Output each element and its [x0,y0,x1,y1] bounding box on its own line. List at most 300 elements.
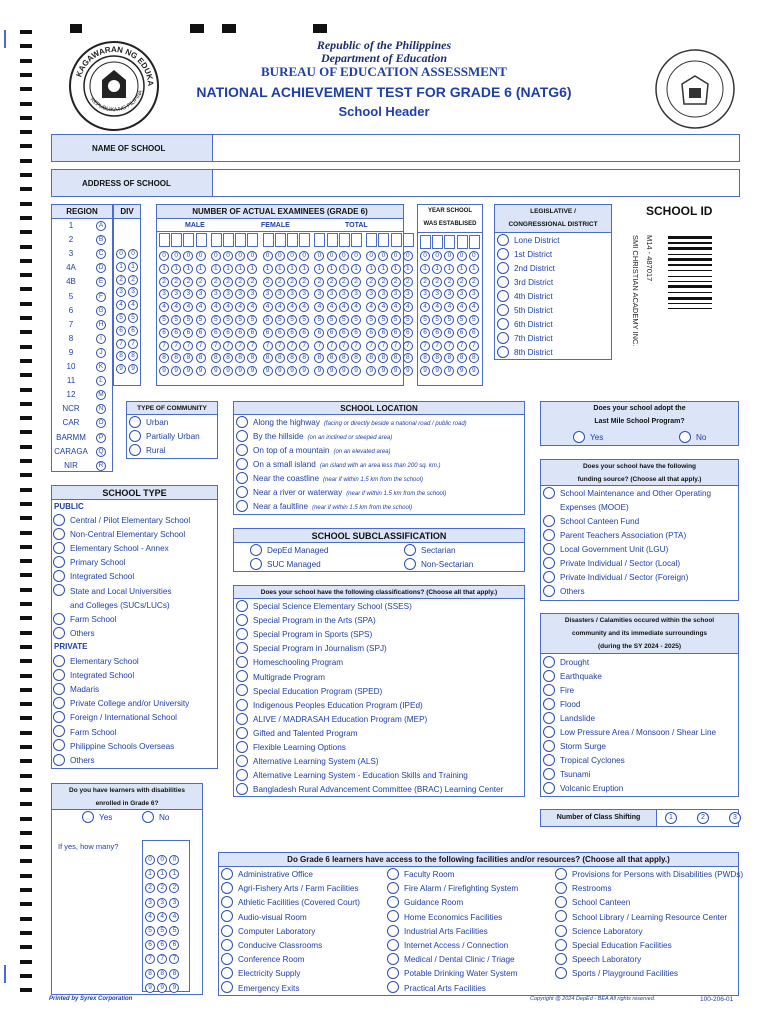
examinee-bubble[interactable]: 6 [378,328,388,338]
region-option[interactable] [52,416,112,430]
school-type-option[interactable] [53,684,99,696]
facility-option[interactable] [221,968,300,980]
region-option[interactable] [52,290,112,304]
subclass-suc[interactable]: SUC Managed [250,559,321,571]
classification-option-bubble[interactable] [236,614,248,626]
region-option[interactable] [52,402,112,416]
how-many-bubble[interactable]: 1 [157,869,167,879]
examinee-bubble[interactable]: 8 [223,353,233,363]
year-bubble[interactable]: 6 [432,328,442,338]
examinee-bubble[interactable]: 7 [183,341,193,351]
school-type-bubble[interactable] [53,711,65,723]
region-bubble[interactable]: I [96,334,106,344]
div-bubble[interactable]: 2 [116,275,126,285]
examinee-bubble[interactable]: 8 [171,353,181,363]
classification-option[interactable] [236,686,382,698]
year-bubble[interactable]: 7 [457,341,467,351]
examinee-bubble[interactable]: 2 [263,277,273,287]
examinee-bubble[interactable]: 5 [299,315,309,325]
region-option[interactable] [52,261,112,275]
funding-option[interactable] [543,516,639,528]
school-type-option[interactable] [53,741,174,753]
disabilities-no[interactable]: No [142,812,169,824]
examinee-bubble[interactable]: 3 [159,289,169,299]
examinee-bubble[interactable]: 3 [223,289,233,299]
year-bubble[interactable]: 1 [432,264,442,274]
funding-option-bubble[interactable] [543,585,555,597]
div-bubble[interactable]: 1 [128,262,138,272]
school-type-bubble[interactable] [53,725,65,737]
disaster-option-bubble[interactable] [543,782,555,794]
funding-option[interactable] [543,488,711,500]
year-bubble[interactable]: 6 [457,328,467,338]
year-bubble[interactable]: 6 [444,328,454,338]
location-option-bubble[interactable] [236,430,248,442]
examinee-bubble[interactable]: 5 [183,315,193,325]
examinee-bubble[interactable]: 8 [159,353,169,363]
examinee-bubble[interactable]: 8 [263,353,273,363]
examinee-bubble[interactable]: 5 [339,315,349,325]
facility-option-bubble[interactable] [387,981,399,993]
div-bubble[interactable]: 3 [128,287,138,297]
examinee-bubble[interactable]: 5 [314,315,324,325]
examinee-bubble[interactable]: 1 [275,264,285,274]
school-type-bubble[interactable] [53,570,65,582]
region-bubble[interactable]: G [96,306,106,316]
examinee-bubble[interactable]: 1 [391,264,401,274]
examinee-bubble[interactable]: 2 [247,277,257,287]
div-bubble[interactable]: 7 [128,339,138,349]
funding-option[interactable] [543,530,686,542]
examinee-bubble[interactable]: 9 [339,366,349,376]
how-many-bubble[interactable]: 3 [169,898,179,908]
examinee-bubble[interactable]: 3 [351,289,361,299]
examinee-bubble[interactable]: 3 [327,289,337,299]
how-many-bubble[interactable]: 7 [169,954,179,964]
facility-option-bubble[interactable] [387,868,399,880]
examinee-bubble[interactable]: 3 [287,289,297,299]
funding-option[interactable] [543,558,680,570]
year-bubble[interactable]: 1 [420,264,430,274]
funding-option[interactable] [543,544,668,556]
year-bubble[interactable]: 5 [432,315,442,325]
school-type-bubble[interactable] [53,697,65,709]
examinee-bubble[interactable]: 1 [339,264,349,274]
school-type-option[interactable] [53,586,172,598]
how-many-bubble[interactable]: 2 [169,883,179,893]
school-type-option[interactable] [53,515,190,527]
facility-option-bubble[interactable] [221,953,233,965]
examinee-bubble[interactable]: 4 [247,302,257,312]
facility-option[interactable] [387,940,508,952]
district-option-bubble[interactable] [497,346,509,358]
year-bubble[interactable]: 7 [469,341,479,351]
funding-option-bubble[interactable] [543,529,555,541]
examinee-bubble[interactable]: 5 [223,315,233,325]
facility-option-bubble[interactable] [555,882,567,894]
div-bubble[interactable]: 6 [116,326,126,336]
how-many-bubble[interactable]: 9 [157,983,167,993]
examinee-bubble[interactable]: 0 [159,251,169,261]
facility-option-bubble[interactable] [555,868,567,880]
year-bubble[interactable]: 4 [469,302,479,312]
region-option[interactable] [52,318,112,332]
year-bubble[interactable]: 0 [469,251,479,261]
examinee-bubble[interactable]: 0 [183,251,193,261]
district-option[interactable] [497,347,553,359]
how-many-bubble[interactable]: 9 [169,983,179,993]
facility-option-bubble[interactable] [221,896,233,908]
examinee-bubble[interactable]: 5 [263,315,273,325]
examinee-bubble[interactable]: 1 [263,264,273,274]
examinee-bubble[interactable]: 9 [391,366,401,376]
write-box[interactable] [275,233,286,247]
examinee-bubble[interactable]: 2 [211,277,221,287]
location-option-bubble[interactable] [236,416,248,428]
region-option[interactable] [52,247,112,261]
facility-option-bubble[interactable] [387,939,399,951]
write-box[interactable] [263,233,274,247]
year-bubble[interactable]: 8 [444,353,454,363]
facility-option[interactable] [221,926,315,938]
funding-option-bubble[interactable] [543,557,555,569]
subclass-non-sectarian[interactable]: Non-Sectarian [404,559,473,571]
examinee-bubble[interactable]: 6 [159,328,169,338]
year-bubble[interactable]: 9 [432,366,442,376]
year-bubble[interactable]: 9 [444,366,454,376]
school-type-bubble[interactable] [53,655,65,667]
location-option[interactable] [236,445,391,458]
school-type-option[interactable] [53,698,189,710]
location-option-bubble[interactable] [236,500,248,512]
school-type-bubble[interactable] [53,514,65,526]
facility-option[interactable] [387,954,515,966]
examinee-bubble[interactable]: 4 [223,302,233,312]
examinee-bubble[interactable]: 1 [287,264,297,274]
region-bubble[interactable]: F [96,292,106,302]
year-bubble[interactable]: 2 [432,277,442,287]
write-box[interactable] [378,233,389,247]
disaster-option[interactable] [543,727,716,739]
funding-option-bubble[interactable] [543,487,555,499]
examinee-bubble[interactable]: 8 [235,353,245,363]
examinee-bubble[interactable]: 6 [247,328,257,338]
how-many-bubble[interactable]: 6 [145,940,155,950]
examinee-bubble[interactable]: 4 [327,302,337,312]
examinee-bubble[interactable]: 2 [351,277,361,287]
examinee-bubble[interactable]: 3 [403,289,413,299]
disaster-option-bubble[interactable] [543,726,555,738]
how-many-bubble[interactable]: 7 [145,954,155,964]
examinee-bubble[interactable]: 2 [183,277,193,287]
write-box[interactable] [235,233,246,247]
location-option-bubble[interactable] [236,486,248,498]
examinee-bubble[interactable]: 4 [211,302,221,312]
examinee-bubble[interactable]: 0 [366,251,376,261]
disaster-option-bubble[interactable] [543,670,555,682]
district-option[interactable] [497,249,552,261]
year-bubble[interactable]: 7 [432,341,442,351]
community-option-bubble[interactable] [129,444,141,456]
district-option[interactable] [497,291,553,303]
examinee-bubble[interactable]: 6 [223,328,233,338]
examinee-bubble[interactable]: 7 [211,341,221,351]
examinee-bubble[interactable]: 7 [247,341,257,351]
year-bubble[interactable]: 4 [457,302,467,312]
region-bubble[interactable]: L [96,376,106,386]
disaster-option[interactable] [543,755,625,767]
how-many-bubble[interactable]: 5 [169,926,179,936]
district-option-bubble[interactable] [497,276,509,288]
facility-option-bubble[interactable] [555,939,567,951]
region-option[interactable] [52,233,112,247]
community-option[interactable] [129,445,166,457]
year-write-boxes[interactable] [420,235,482,249]
examinee-bubble[interactable]: 9 [299,366,309,376]
region-option[interactable] [52,275,112,289]
examinee-bubble[interactable]: 8 [287,353,297,363]
facility-option-bubble[interactable] [221,981,233,993]
examinee-bubble[interactable]: 9 [275,366,285,376]
write-box[interactable] [391,233,402,247]
how-many-bubble[interactable]: 8 [145,969,155,979]
examinee-bubble[interactable]: 0 [339,251,349,261]
examinee-bubble[interactable]: 4 [263,302,273,312]
examinee-bubble[interactable]: 8 [196,353,206,363]
div-bubble[interactable]: 5 [116,313,126,323]
facility-option[interactable] [221,897,360,909]
facility-option-bubble[interactable] [387,910,399,922]
how-many-bubble[interactable]: 8 [157,969,167,979]
examinee-bubble[interactable]: 7 [391,341,401,351]
write-box[interactable] [351,233,362,247]
examinee-bubble[interactable]: 5 [211,315,221,325]
div-bubble[interactable]: 8 [128,351,138,361]
write-box[interactable] [314,233,325,247]
examinee-bubble[interactable]: 5 [366,315,376,325]
year-bubble[interactable]: 1 [469,264,479,274]
district-option[interactable] [497,263,555,275]
facility-option[interactable] [221,869,313,881]
facility-option[interactable] [387,897,463,909]
classification-option-bubble[interactable] [236,670,248,682]
year-bubble[interactable]: 5 [420,315,430,325]
region-bubble[interactable]: E [96,277,106,287]
examinee-bubble[interactable]: 0 [287,251,297,261]
district-option[interactable] [497,333,553,345]
div-bubble[interactable]: 7 [116,339,126,349]
region-bubble[interactable]: J [96,348,106,358]
examinee-bubble[interactable]: 1 [159,264,169,274]
examinee-bubble[interactable]: 6 [314,328,324,338]
school-type-option[interactable] [53,614,116,626]
location-option[interactable] [236,459,441,472]
write-box[interactable] [159,233,170,247]
facility-option[interactable] [221,954,304,966]
examinee-bubble[interactable]: 4 [196,302,206,312]
how-many-bubble[interactable]: 7 [157,954,167,964]
year-bubble[interactable]: 3 [457,289,467,299]
examinee-bubble[interactable]: 9 [159,366,169,376]
disaster-option[interactable] [543,769,591,781]
how-many-bubble[interactable]: 5 [157,926,167,936]
school-type-option[interactable] [53,670,134,682]
location-option[interactable] [236,431,392,444]
examinee-bubble[interactable]: 1 [403,264,413,274]
region-bubble[interactable]: P [96,433,106,443]
examinee-bubble[interactable]: 0 [211,251,221,261]
examinee-bubble[interactable]: 1 [196,264,206,274]
disaster-option-bubble[interactable] [543,754,555,766]
facility-option[interactable] [555,954,641,966]
examinee-bubble[interactable]: 4 [378,302,388,312]
location-option-bubble[interactable] [236,458,248,470]
year-bubble[interactable]: 3 [469,289,479,299]
div-bubble[interactable]: 4 [116,300,126,310]
facility-option-bubble[interactable] [387,882,399,894]
div-bubble[interactable]: 5 [128,313,138,323]
school-type-bubble[interactable] [53,613,65,625]
year-bubble[interactable]: 9 [420,366,430,376]
examinee-bubble[interactable]: 7 [339,341,349,351]
classification-option[interactable] [236,657,343,669]
community-option[interactable] [129,431,200,443]
examinee-bubble[interactable]: 6 [366,328,376,338]
examinee-bubble[interactable]: 0 [247,251,257,261]
examinee-bubble[interactable]: 3 [247,289,257,299]
classification-option[interactable] [236,643,387,655]
region-option[interactable] [52,346,112,360]
year-bubble[interactable]: 4 [432,302,442,312]
community-option-bubble[interactable] [129,416,141,428]
examinee-bubble[interactable]: 1 [366,264,376,274]
examinee-bubble[interactable]: 8 [351,353,361,363]
classification-option-bubble[interactable] [236,656,248,668]
div-bubble[interactable]: 3 [116,287,126,297]
district-option[interactable] [497,277,553,289]
examinee-bubble[interactable]: 3 [339,289,349,299]
examinee-bubble[interactable]: 6 [211,328,221,338]
funding-option-bubble[interactable] [543,571,555,583]
examinee-bubble[interactable]: 1 [211,264,221,274]
facility-option-bubble[interactable] [221,925,233,937]
school-type-option[interactable] [53,656,139,668]
examinee-bubble[interactable]: 4 [366,302,376,312]
class-shifting-bubble[interactable]: 2 [697,812,709,824]
examinee-bubble[interactable]: 1 [327,264,337,274]
facility-option-bubble[interactable] [221,939,233,951]
examinee-bubble[interactable]: 9 [263,366,273,376]
examinee-bubble[interactable]: 4 [171,302,181,312]
examinee-bubble[interactable]: 6 [351,328,361,338]
subclass-deped[interactable]: DepEd Managed [250,545,328,557]
year-bubble[interactable]: 5 [457,315,467,325]
examinee-bubble[interactable]: 0 [171,251,181,261]
examinee-bubble[interactable]: 4 [275,302,285,312]
classification-option[interactable] [236,742,346,754]
funding-option[interactable] [543,586,585,598]
examinee-bubble[interactable]: 4 [339,302,349,312]
examinee-bubble[interactable]: 0 [314,251,324,261]
facility-option-bubble[interactable] [221,967,233,979]
school-type-bubble[interactable] [53,542,65,554]
examinee-bubble[interactable]: 8 [211,353,221,363]
school-type-option[interactable] [53,628,95,640]
examinee-bubble[interactable]: 7 [171,341,181,351]
classification-option-bubble[interactable] [236,769,248,781]
examinee-bubble[interactable]: 2 [299,277,309,287]
school-type-option[interactable] [53,543,169,555]
facility-option-bubble[interactable] [387,953,399,965]
examinee-bubble[interactable]: 0 [327,251,337,261]
region-option[interactable] [52,459,112,473]
community-option-bubble[interactable] [129,430,141,442]
examinee-bubble[interactable]: 3 [314,289,324,299]
region-option[interactable] [52,445,112,459]
examinee-bubble[interactable]: 3 [211,289,221,299]
examinee-bubble[interactable]: 1 [378,264,388,274]
year-bubble[interactable]: 4 [444,302,454,312]
school-address-field[interactable] [51,169,740,197]
examinee-bubble[interactable]: 6 [391,328,401,338]
examinee-bubble[interactable]: 8 [327,353,337,363]
region-bubble[interactable]: O [96,418,106,428]
classification-option-bubble[interactable] [236,628,248,640]
classification-option[interactable] [236,629,372,641]
classification-option-bubble[interactable] [236,713,248,725]
examinee-bubble[interactable]: 7 [351,341,361,351]
examinee-bubble[interactable]: 4 [403,302,413,312]
school-type-bubble[interactable] [53,669,65,681]
examinee-bubble[interactable]: 9 [211,366,221,376]
facility-option-bubble[interactable] [387,896,399,908]
examinee-bubble[interactable]: 7 [223,341,233,351]
region-bubble[interactable]: D [96,263,106,273]
write-box[interactable] [327,233,338,247]
examinee-bubble[interactable]: 6 [403,328,413,338]
examinee-bubble[interactable]: 2 [378,277,388,287]
year-bubble[interactable]: 2 [457,277,467,287]
examinee-bubble[interactable]: 3 [299,289,309,299]
examinee-bubble[interactable]: 4 [287,302,297,312]
write-box[interactable] [183,233,194,247]
examinee-bubble[interactable]: 2 [275,277,285,287]
facility-option[interactable] [221,912,307,924]
year-bubble[interactable]: 0 [457,251,467,261]
disaster-option-bubble[interactable] [543,684,555,696]
facility-option-bubble[interactable] [555,967,567,979]
examinee-bubble[interactable]: 5 [171,315,181,325]
how-many-bubble[interactable]: 0 [157,855,167,865]
year-bubble[interactable]: 3 [432,289,442,299]
how-many-bubble[interactable]: 4 [145,912,155,922]
examinee-bubble[interactable]: 4 [351,302,361,312]
classification-option[interactable] [236,714,427,726]
examinee-bubble[interactable]: 0 [223,251,233,261]
examinee-bubble[interactable]: 7 [235,341,245,351]
how-many-bubble[interactable]: 4 [157,912,167,922]
classification-option[interactable] [236,615,376,627]
region-option[interactable] [52,219,112,233]
classification-option[interactable] [236,601,412,613]
examinee-bubble[interactable]: 9 [287,366,297,376]
facility-option[interactable] [387,926,488,938]
class-shifting-bubble[interactable]: 3 [729,812,741,824]
class-shifting-bubble[interactable]: 1 [665,812,677,824]
write-box[interactable] [366,233,377,247]
examinee-bubble[interactable]: 8 [183,353,193,363]
district-option-bubble[interactable] [497,318,509,330]
